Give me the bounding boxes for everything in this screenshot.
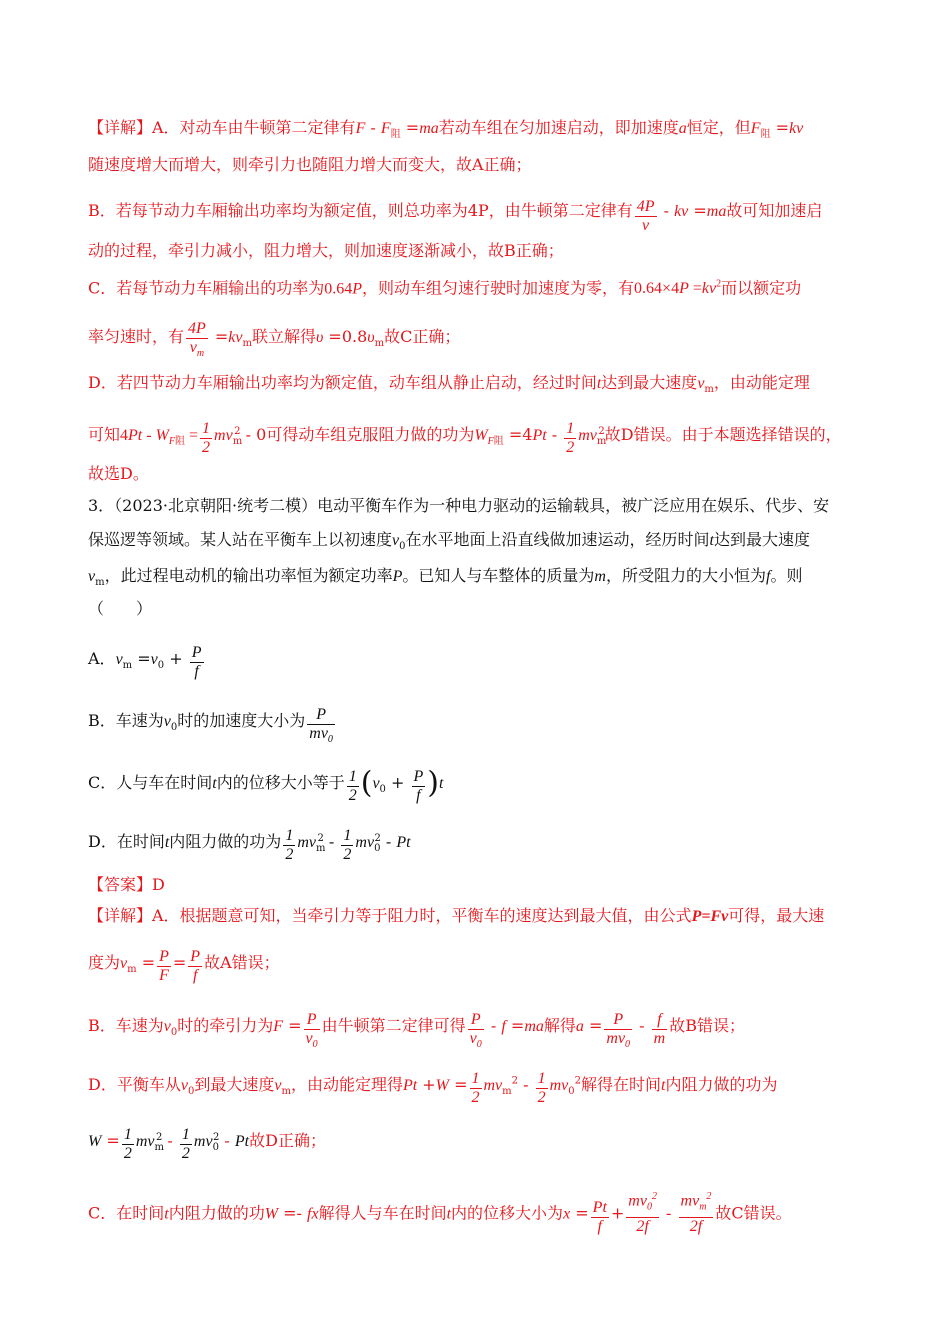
text-segment: 解得 [543, 1016, 576, 1035]
text-segment: ，所受阻力的大小恒为 [605, 566, 766, 585]
analysis2-line-2: 度为$v_m$ = $\frac{P}{F}$ = $\frac{P}{f}$ 故A错误； [88, 948, 280, 984]
text-segment: B．车速为 [88, 711, 164, 730]
text-segment: 。则 [770, 566, 803, 585]
analysis2-line-6: C．在时间t内阻力做的功W =- fx解得人与车在时间t内的位移大小为x = $\frac{Pt}{f}$ + $\frac{mv_0^2}{2f}$ - $\frac{mv_m^2}{2f}$ 故C错误。 [88, 1188, 870, 1236]
text-segment: B．若每节动力车厢输出功率均为额定值，则总功率为4P，由牛顿第二定律有 [88, 201, 633, 220]
text-segment: 在水平地面上沿直线做加速运动，经历时间 [405, 530, 710, 549]
analysis-line-5: C．若每节动力车厢输出的功率为0.64P，则动车组匀速行驶时加速度为零，有$0.64\times 4P =kv^2$而以额定功 [88, 278, 802, 298]
option-c: C．人与车在时间t内的位移大小等于 $\frac{1}{2}$ ($v_0$ + $\frac{P}{f}$ )t [88, 765, 444, 804]
text-segment: 达到最大速度 [713, 530, 810, 549]
analysis-line-1: 【详解】A．对动车由牛顿第二定律有$F - F_阻 =ma$若动车组在匀加速启动，即加速度a恒定，但$F_阻 =kv$ [88, 118, 804, 141]
text-segment: C．若每节动力车厢输出的功率为 [88, 278, 325, 298]
analysis-line-7: D．若四节动力车厢输出功率均为额定值，动车组从静止启动，经过时间t达到最大速度$v_m$，由动能定理 [88, 373, 810, 396]
question-3-line-4 [88, 599, 870, 619]
text-segment: 。已知人与车整体的质量为 [402, 566, 595, 585]
text-segment: 故C错误。 [715, 1203, 792, 1223]
analysis2-line-5: W = $\frac{1}{2}$ $mv_m^2$ - $\frac{1}{2}$ $mv_0^2$ - Pt故D正确； [88, 1126, 326, 1162]
analysis-line-6: 率匀速时，有 $\frac{4P}{v_m}$ $=kv_m$联立解得$\upsilon =0.8\upsilon_m$故C正确； [88, 320, 461, 360]
analysis-line-2 [88, 155, 870, 175]
analysis-line-3: B．若每节动力车厢输出功率均为额定值，则总功率为4P，由牛顿第二定律有 $\frac{4P}{v}$ - kv =ma故可知加速启 [88, 198, 823, 234]
question-3-line-3: $v_m$，此过程电动机的输出功率恒为额定功率P。已知人与车整体的质量为m，所受阻力的大小恒为f。则 [88, 566, 803, 589]
formula-pfv: P=Fv [691, 908, 729, 925]
analysis2-line-4: D．平衡车从$v_0$到最大速度$v_m$，由动能定理得Pt +W = $\frac{1}{2}$ $mv_m^2$ - $\frac{1}{2}$ $mv_0^2$解得在时间t内阻力做的功为 [88, 1070, 778, 1106]
text-segment: ，此过程电动机的输出功率恒为额定功率 [104, 566, 393, 585]
text-segment: ，由动能定理得 [290, 1075, 403, 1094]
text-segment: 由牛顿第二定律可得 [321, 1016, 466, 1035]
text-segment: （ ） [88, 599, 153, 618]
question-3-line-1 [88, 496, 870, 516]
answer-line [88, 875, 870, 895]
text-segment: 3．（2023·北京朝阳·统考二模）电动平衡车作为一种电力驱动的运输载具，被广泛应用在娱乐、代步、安 [88, 496, 830, 515]
text-segment: 故B错误； [669, 1016, 745, 1035]
option-a: A．$v_m =v_0$ + $\frac{P}{f}$ [88, 644, 202, 680]
analysis-line-9 [88, 464, 870, 484]
text-segment: 达到最大速度 [601, 373, 698, 392]
text-segment: 故D正确； [249, 1131, 326, 1150]
text-segment: 到最大速度 [194, 1075, 275, 1094]
text-segment: 故选D。 [88, 464, 149, 483]
text-segment: 若动车组在匀加速启动，即加速度 [438, 118, 679, 137]
text-segment: 解得在时间 [581, 1075, 662, 1094]
question-3-line-2: 保巡逻等领域。某人站在平衡车上以初速度$v_0$在水平地面上沿直线做加速运动，经历时间t达到最大速度 [88, 530, 810, 553]
text-segment: ，则动车组匀速行驶时加速度为零，有 [362, 278, 635, 298]
text-segment: 故C正确； [384, 327, 461, 346]
text-segment: C．人与车在时间 [88, 773, 213, 792]
text-segment: 度为 [88, 953, 121, 972]
text-segment: 【答案】D [88, 875, 165, 894]
text-segment: ，由动能定理 [713, 373, 810, 392]
text-segment: 内的位移大小为 [451, 1203, 564, 1223]
text-segment: 【详解】A．对动车由牛顿第二定律有 [88, 118, 356, 137]
text-segment: 可得动车组克服阻力做的功为 [266, 425, 475, 444]
text-segment: 内阻力做的功为 [665, 1075, 778, 1094]
text-segment: D．若四节动力车厢输出功率均为额定值，动车组从静止启动，经过时间 [88, 373, 597, 392]
text-segment: 内阻力做的功 [168, 1203, 265, 1223]
text-segment: 时的加速度大小为 [177, 711, 306, 730]
text-segment: 恒定，但 [686, 118, 751, 137]
text-segment: 而以额定功 [721, 278, 802, 298]
analysis2-line-3: B．车速为$v_0$时的牵引力为F = $\frac{P}{v_0}$ 由牛顿第二定律可得 $\frac{P}{v_0}$ - f =ma解得a = $\frac{P}{mv_0}$ - $\frac{f}{m}$ 故B错误； [88, 1011, 745, 1051]
text-segment: 故A错误； [204, 953, 280, 972]
text-segment: 故可知加速启 [726, 201, 823, 220]
text-segment: B．车速为 [88, 1016, 164, 1035]
option-d: D．在时间t内阻力做的功为 $\frac{1}{2}$ $mv_m^2$ - $\frac{1}{2}$ $mv_0^2$ - Pt [88, 827, 411, 863]
text-segment: 率匀速时，有 [88, 327, 185, 346]
text-segment: 随速度增大而增大，则牵引力也随阻力增大而变大，故A正确； [88, 155, 532, 174]
text-segment: D．在时间 [88, 832, 165, 851]
text-segment: 保巡逻等领域。某人站在平衡车上以初速度 [88, 530, 393, 549]
text-segment: C．在时间 [88, 1203, 165, 1223]
text-segment: 故D错误。由于本题选择错误的， [604, 425, 842, 444]
analysis2-line-1 [88, 906, 870, 927]
text-segment: 【详解】A．根据题意可知，当牵引力等于阻力时，平衡车的速度达到最大值，由公式 [88, 906, 692, 925]
text-segment: D．平衡车从 [88, 1075, 181, 1094]
text-segment: 解得人与车在时间 [318, 1203, 447, 1223]
text-segment: 内的位移大小等于 [216, 773, 345, 792]
analysis-line-4 [88, 241, 870, 261]
text-segment: 动的过程，牵引力减小，阻力增大，则加速度逐渐减小，故B正确； [88, 241, 564, 260]
text-segment: 可得，最大速 [728, 906, 825, 925]
text-segment: 内阻力做的功为 [169, 832, 282, 851]
text-segment: A． [88, 649, 116, 668]
text-segment: 联立解得 [251, 327, 316, 346]
text-segment: 可知 [88, 425, 121, 444]
option-b: B．车速为$v_0$时的加速度大小为 $\frac{P}{mv_0}$ [88, 706, 333, 746]
analysis-line-8: 可知$4Pt - W_{F阻}$ = $\frac{1}{2}$ $mv_m^2 - 0$可得动车组克服阻力做的功为$W_{F阻} =4Pt$ - $\frac{1}{2}$ $mv_m^2$故D错误。由于本题选择错误的， [88, 420, 842, 456]
text-segment: 时的牵引力为 [177, 1016, 274, 1035]
